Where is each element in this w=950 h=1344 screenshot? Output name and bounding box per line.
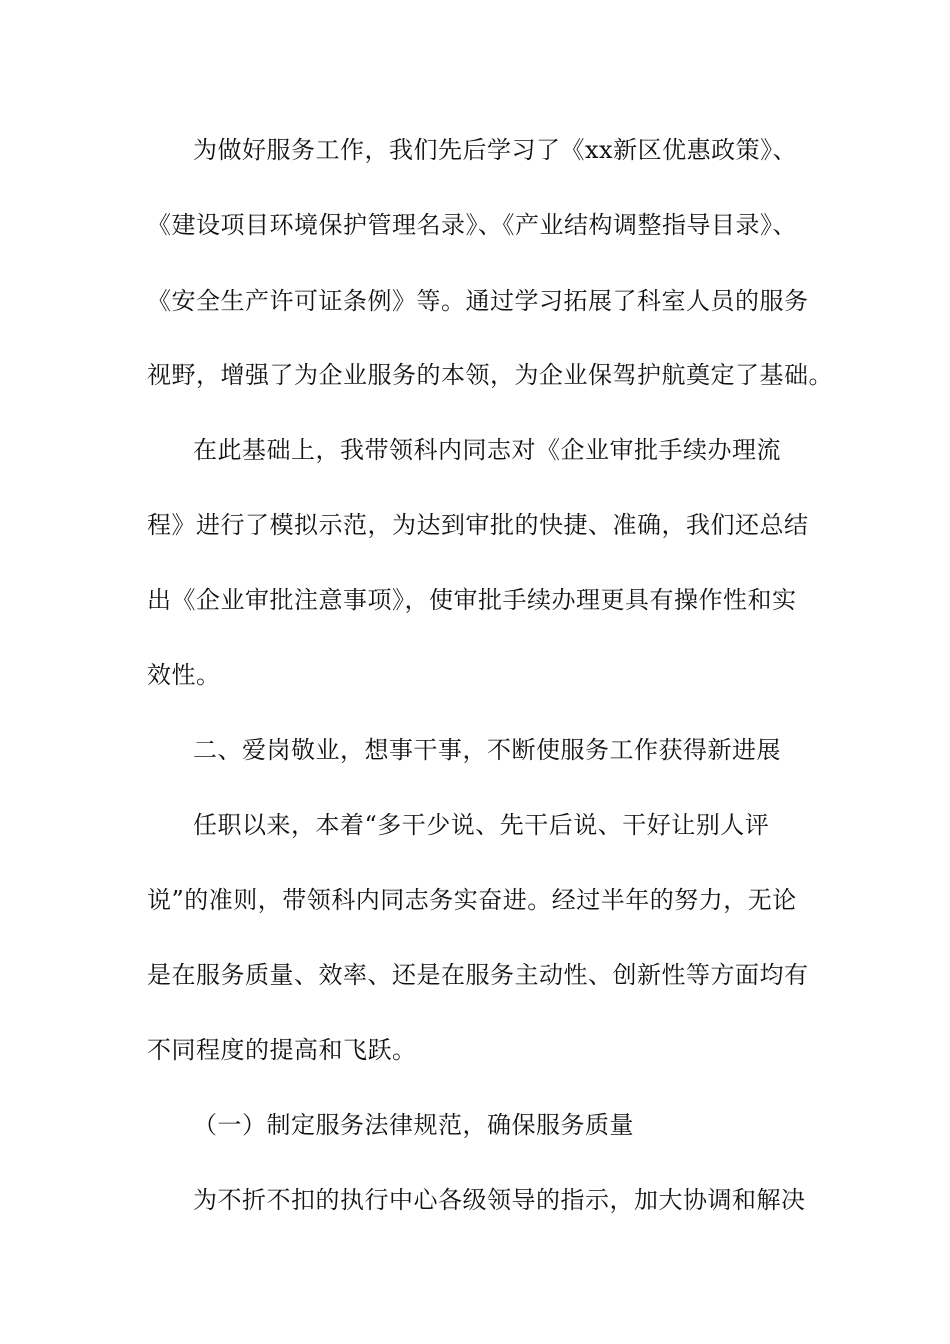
text-line: 《建设项目环境保护管理名录》、《产业结构调整指导目录》、 [147, 211, 797, 239]
text-line: 是在服务质量、效率、还是在服务主动性、创新性等方面均有 [147, 961, 809, 989]
text-line: 程》进行了模拟示范，为达到审批的快捷、准确，我们还总结 [147, 511, 809, 539]
text-line: 说”的准则，带领科内同志务实奋进。经过半年的努力，无论 [147, 886, 797, 914]
text-line: 为做好服务工作，我们先后学习了《xx新区优惠政策》、 [193, 136, 798, 164]
text-line: 出《企业审批注意事项》，使审批手续办理更具有操作性和实 [147, 586, 797, 614]
text-line: 在此基础上，我带领科内同志对《企业审批手续办理流 [193, 436, 781, 464]
text-line: 任职以来，本着“多干少说、先干后说、干好让别人评 [193, 811, 770, 839]
text-line: 视野，增强了为企业服务的本领，为企业保驾护航奠定了基础。 [147, 361, 833, 389]
text-line: 效性。 [147, 661, 221, 689]
subsection-heading: （一）制定服务法律规范，确保服务质量 [193, 1111, 634, 1139]
text-line: 不同程度的提高和飞跃。 [147, 1036, 417, 1064]
section-heading: 二、爱岗敬业，想事干事，不断使服务工作获得新进展 [193, 736, 781, 764]
text-line: 《安全生产许可证条例》等。通过学习拓展了科室人员的服务 [147, 287, 809, 315]
text-line: 为不折不扣的执行中心各级领导的指示，加大协调和解决 [193, 1186, 806, 1214]
